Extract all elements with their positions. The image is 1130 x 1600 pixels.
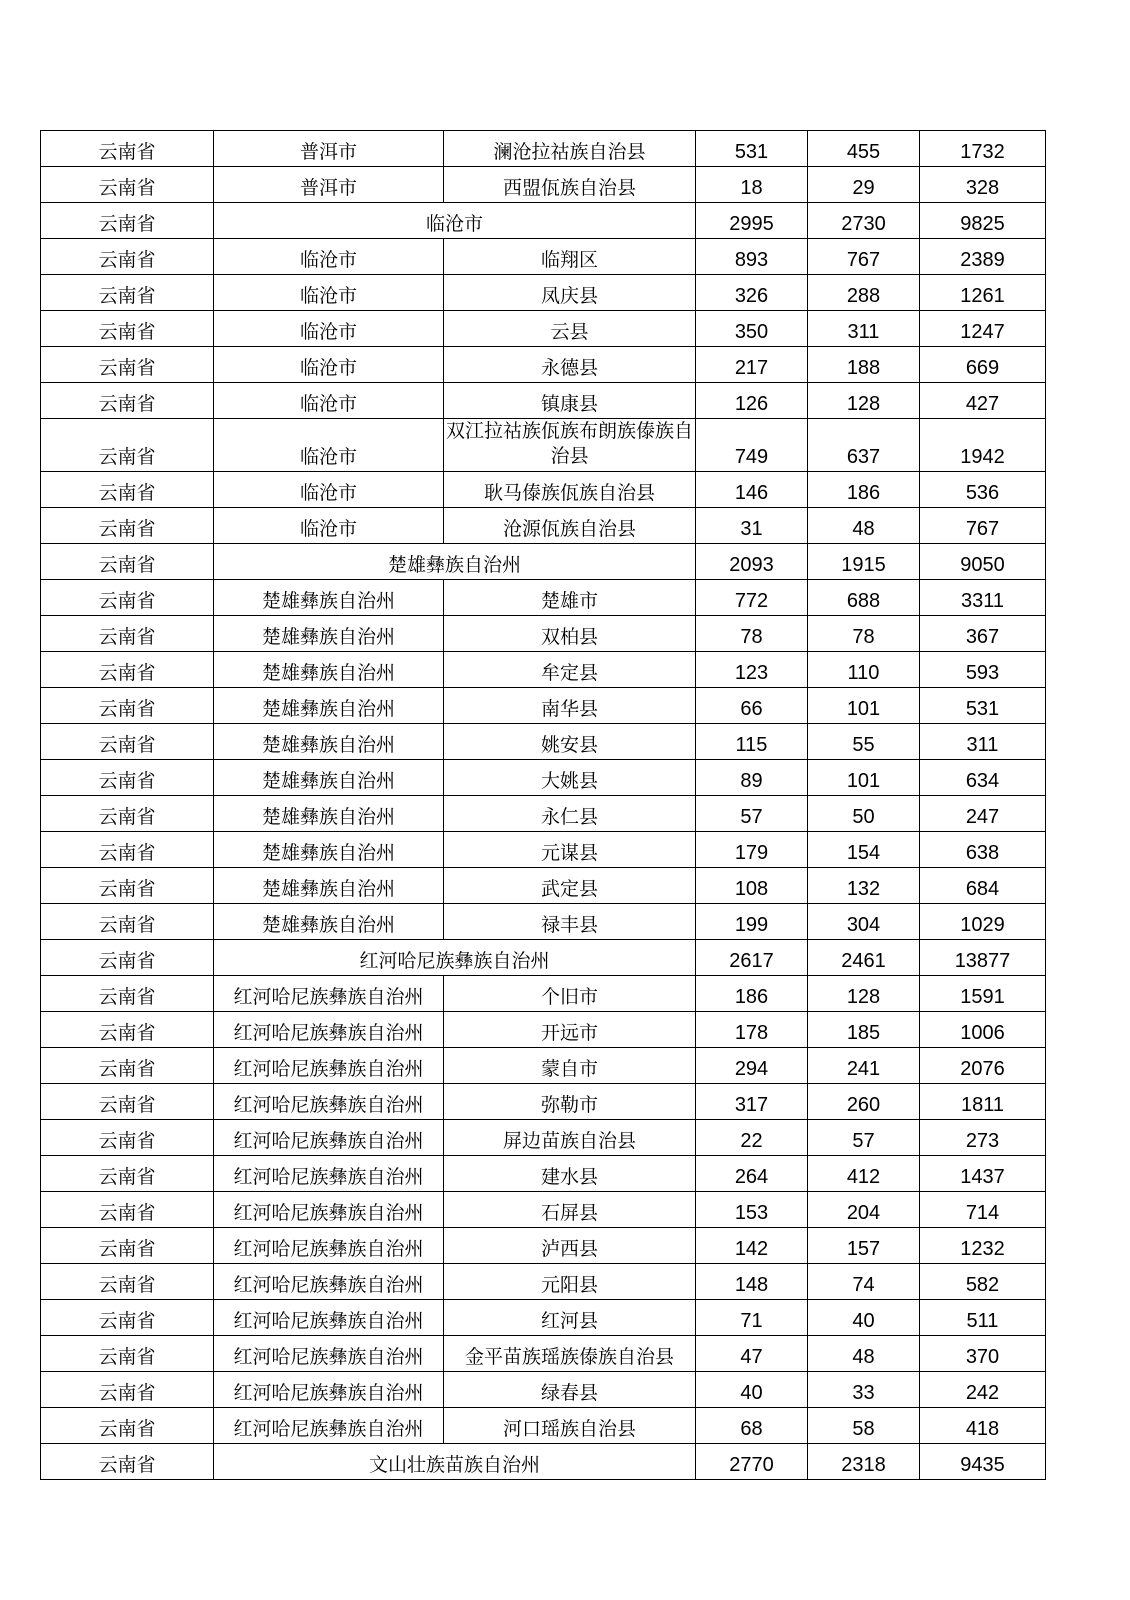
city-cell: 楚雄彝族自治州 [214,760,444,796]
value-cell-3: 311 [920,724,1046,760]
value-cell-1: 71 [696,1300,808,1336]
county-cell: 武定县 [444,868,696,904]
county-cell: 蒙自市 [444,1048,696,1084]
table-row [41,203,1046,239]
value-cell-3: 714 [920,1192,1046,1228]
value-cell-1: 108 [696,868,808,904]
city-total-cell: 临沧市 [214,203,696,239]
table-row [41,904,1046,940]
table-row [41,976,1046,1012]
value-cell-1: 142 [696,1228,808,1264]
value-cell-2: 58 [808,1408,920,1444]
county-cell: 凤庆县 [444,275,696,311]
province-cell: 云南省 [41,616,214,652]
value-cell-3: 328 [920,167,1046,203]
city-cell: 楚雄彝族自治州 [214,832,444,868]
value-cell-2: 40 [808,1300,920,1336]
value-cell-1: 264 [696,1156,808,1192]
county-cell: 澜沧拉祜族自治县 [444,131,696,167]
value-cell-1: 893 [696,239,808,275]
value-cell-1: 772 [696,580,808,616]
county-cell: 耿马傣族佤族自治县 [444,472,696,508]
county-cell: 大姚县 [444,760,696,796]
city-cell: 红河哈尼族彝族自治州 [214,1156,444,1192]
value-cell-1: 2995 [696,203,808,239]
city-cell: 红河哈尼族彝族自治州 [214,1192,444,1228]
city-cell: 红河哈尼族彝族自治州 [214,1408,444,1444]
city-cell: 楚雄彝族自治州 [214,796,444,832]
value-cell-3: 684 [920,868,1046,904]
value-cell-1: 126 [696,383,808,419]
province-cell: 云南省 [41,940,214,976]
province-cell: 云南省 [41,1084,214,1120]
value-cell-1: 153 [696,1192,808,1228]
table-row [41,616,1046,652]
province-cell: 云南省 [41,1300,214,1336]
value-cell-3: 767 [920,508,1046,544]
value-cell-2: 48 [808,1336,920,1372]
table-row [41,1444,1046,1480]
value-cell-2: 78 [808,616,920,652]
county-cell: 西盟佤族自治县 [444,167,696,203]
city-cell: 红河哈尼族彝族自治州 [214,1336,444,1372]
county-cell: 姚安县 [444,724,696,760]
value-cell-2: 29 [808,167,920,203]
value-cell-1: 294 [696,1048,808,1084]
value-cell-2: 2730 [808,203,920,239]
province-cell: 云南省 [41,239,214,275]
city-total-cell: 楚雄彝族自治州 [214,544,696,580]
value-cell-1: 326 [696,275,808,311]
table-row [41,311,1046,347]
value-cell-3: 511 [920,1300,1046,1336]
city-cell: 红河哈尼族彝族自治州 [214,1048,444,1084]
value-cell-1: 148 [696,1264,808,1300]
value-cell-1: 186 [696,976,808,1012]
value-cell-1: 68 [696,1408,808,1444]
province-cell: 云南省 [41,419,214,472]
city-cell: 普洱市 [214,131,444,167]
value-cell-3: 1247 [920,311,1046,347]
table-row [41,275,1046,311]
province-cell: 云南省 [41,203,214,239]
city-total-cell: 红河哈尼族彝族自治州 [214,940,696,976]
value-cell-3: 1942 [920,419,1046,472]
city-cell: 楚雄彝族自治州 [214,904,444,940]
value-cell-2: 154 [808,832,920,868]
county-cell: 禄丰县 [444,904,696,940]
city-cell: 楚雄彝族自治州 [214,868,444,904]
value-cell-2: 2461 [808,940,920,976]
table-row [41,419,1046,472]
table-row [41,1336,1046,1372]
province-cell: 云南省 [41,1192,214,1228]
city-cell: 楚雄彝族自治州 [214,688,444,724]
city-cell: 普洱市 [214,167,444,203]
table-row [41,167,1046,203]
value-cell-1: 2617 [696,940,808,976]
county-cell: 镇康县 [444,383,696,419]
table-row [41,652,1046,688]
county-cell: 石屏县 [444,1192,696,1228]
value-cell-2: 241 [808,1048,920,1084]
table-row [41,724,1046,760]
province-cell: 云南省 [41,131,214,167]
province-cell: 云南省 [41,580,214,616]
county-cell: 牟定县 [444,652,696,688]
province-cell: 云南省 [41,1228,214,1264]
city-cell: 红河哈尼族彝族自治州 [214,1300,444,1336]
county-cell: 泸西县 [444,1228,696,1264]
value-cell-1: 78 [696,616,808,652]
value-cell-2: 188 [808,347,920,383]
province-cell: 云南省 [41,383,214,419]
value-cell-3: 370 [920,1336,1046,1372]
value-cell-1: 89 [696,760,808,796]
value-cell-3: 273 [920,1120,1046,1156]
county-cell: 金平苗族瑶族傣族自治县 [444,1336,696,1372]
value-cell-1: 123 [696,652,808,688]
table-row [41,1084,1046,1120]
value-cell-3: 9435 [920,1444,1046,1480]
value-cell-3: 367 [920,616,1046,652]
province-cell: 云南省 [41,544,214,580]
county-cell: 双江拉祜族佤族布朗族傣族自治县 [444,419,696,472]
table-row [41,1192,1046,1228]
province-cell: 云南省 [41,275,214,311]
province-cell: 云南省 [41,760,214,796]
table-row [41,688,1046,724]
province-cell: 云南省 [41,508,214,544]
value-cell-3: 1232 [920,1228,1046,1264]
county-cell: 沧源佤族自治县 [444,508,696,544]
city-cell: 红河哈尼族彝族自治州 [214,976,444,1012]
value-cell-1: 317 [696,1084,808,1120]
city-cell: 临沧市 [214,472,444,508]
table-row [41,544,1046,580]
value-cell-2: 311 [808,311,920,347]
county-cell: 红河县 [444,1300,696,1336]
value-cell-2: 1915 [808,544,920,580]
value-cell-1: 531 [696,131,808,167]
province-cell: 云南省 [41,1012,214,1048]
county-cell: 个旧市 [444,976,696,1012]
city-cell: 临沧市 [214,275,444,311]
table-row [41,868,1046,904]
city-cell: 临沧市 [214,508,444,544]
city-cell: 临沧市 [214,239,444,275]
value-cell-3: 427 [920,383,1046,419]
table-row [41,383,1046,419]
value-cell-2: 128 [808,383,920,419]
province-cell: 云南省 [41,796,214,832]
value-cell-2: 260 [808,1084,920,1120]
value-cell-3: 247 [920,796,1046,832]
value-cell-1: 146 [696,472,808,508]
table-row [41,1300,1046,1336]
city-cell: 红河哈尼族彝族自治州 [214,1228,444,1264]
province-cell: 云南省 [41,688,214,724]
value-cell-2: 57 [808,1120,920,1156]
value-cell-2: 767 [808,239,920,275]
table-row [41,131,1046,167]
value-cell-2: 55 [808,724,920,760]
value-cell-2: 204 [808,1192,920,1228]
county-cell: 屏边苗族自治县 [444,1120,696,1156]
value-cell-1: 179 [696,832,808,868]
table-row [41,1228,1046,1264]
province-cell: 云南省 [41,832,214,868]
value-cell-1: 199 [696,904,808,940]
value-cell-1: 350 [696,311,808,347]
value-cell-3: 1006 [920,1012,1046,1048]
value-cell-1: 66 [696,688,808,724]
value-cell-2: 637 [808,419,920,472]
table-row [41,1372,1046,1408]
value-cell-3: 582 [920,1264,1046,1300]
city-cell: 楚雄彝族自治州 [214,652,444,688]
table-row [41,940,1046,976]
county-cell: 河口瑶族自治县 [444,1408,696,1444]
city-cell: 红河哈尼族彝族自治州 [214,1012,444,1048]
table-body [41,131,1046,1480]
value-cell-2: 688 [808,580,920,616]
value-cell-3: 1437 [920,1156,1046,1192]
value-cell-1: 115 [696,724,808,760]
value-cell-3: 2076 [920,1048,1046,1084]
table-row [41,1408,1046,1444]
county-cell: 元阳县 [444,1264,696,1300]
value-cell-2: 288 [808,275,920,311]
value-cell-2: 101 [808,688,920,724]
table-row [41,1156,1046,1192]
city-cell: 临沧市 [214,347,444,383]
county-cell: 临翔区 [444,239,696,275]
province-cell: 云南省 [41,868,214,904]
province-cell: 云南省 [41,1372,214,1408]
value-cell-3: 1811 [920,1084,1046,1120]
table-row [41,796,1046,832]
value-cell-2: 157 [808,1228,920,1264]
table-row [41,1264,1046,1300]
county-cell: 建水县 [444,1156,696,1192]
value-cell-1: 40 [696,1372,808,1408]
value-cell-3: 9825 [920,203,1046,239]
value-cell-3: 3311 [920,580,1046,616]
province-cell: 云南省 [41,311,214,347]
value-cell-3: 418 [920,1408,1046,1444]
value-cell-2: 132 [808,868,920,904]
value-cell-2: 304 [808,904,920,940]
province-cell: 云南省 [41,1408,214,1444]
value-cell-1: 31 [696,508,808,544]
county-cell: 永德县 [444,347,696,383]
value-cell-3: 531 [920,688,1046,724]
table-row [41,347,1046,383]
county-cell: 楚雄市 [444,580,696,616]
province-cell: 云南省 [41,1444,214,1480]
value-cell-3: 1261 [920,275,1046,311]
value-cell-2: 2318 [808,1444,920,1480]
province-cell: 云南省 [41,724,214,760]
province-cell: 云南省 [41,167,214,203]
province-cell: 云南省 [41,1156,214,1192]
value-cell-2: 101 [808,760,920,796]
table-row [41,472,1046,508]
city-cell: 临沧市 [214,383,444,419]
value-cell-3: 2389 [920,239,1046,275]
value-cell-3: 638 [920,832,1046,868]
value-cell-2: 185 [808,1012,920,1048]
value-cell-1: 18 [696,167,808,203]
value-cell-3: 1029 [920,904,1046,940]
province-cell: 云南省 [41,652,214,688]
county-cell: 云县 [444,311,696,347]
value-cell-1: 749 [696,419,808,472]
value-cell-2: 186 [808,472,920,508]
value-cell-1: 178 [696,1012,808,1048]
value-cell-2: 33 [808,1372,920,1408]
value-cell-3: 242 [920,1372,1046,1408]
value-cell-3: 536 [920,472,1046,508]
province-cell: 云南省 [41,1120,214,1156]
province-cell: 云南省 [41,1048,214,1084]
value-cell-1: 217 [696,347,808,383]
city-cell: 楚雄彝族自治州 [214,616,444,652]
table-row [41,239,1046,275]
county-cell: 开远市 [444,1012,696,1048]
value-cell-3: 13877 [920,940,1046,976]
county-cell: 绿春县 [444,1372,696,1408]
value-cell-2: 110 [808,652,920,688]
table-row [41,508,1046,544]
province-cell: 云南省 [41,904,214,940]
value-cell-2: 455 [808,131,920,167]
value-cell-3: 593 [920,652,1046,688]
value-cell-1: 57 [696,796,808,832]
county-cell: 双柏县 [444,616,696,652]
city-cell: 楚雄彝族自治州 [214,580,444,616]
city-cell: 红河哈尼族彝族自治州 [214,1084,444,1120]
province-cell: 云南省 [41,472,214,508]
city-cell: 红河哈尼族彝族自治州 [214,1120,444,1156]
table-row [41,1012,1046,1048]
county-cell: 永仁县 [444,796,696,832]
city-cell: 红河哈尼族彝族自治州 [214,1264,444,1300]
province-cell: 云南省 [41,1264,214,1300]
province-cell: 云南省 [41,976,214,1012]
value-cell-3: 1591 [920,976,1046,1012]
value-cell-3: 634 [920,760,1046,796]
value-cell-2: 50 [808,796,920,832]
value-cell-1: 47 [696,1336,808,1372]
city-cell: 楚雄彝族自治州 [214,724,444,760]
city-total-cell: 文山壮族苗族自治州 [214,1444,696,1480]
county-cell: 南华县 [444,688,696,724]
value-cell-2: 74 [808,1264,920,1300]
county-cell: 弥勒市 [444,1084,696,1120]
province-cell: 云南省 [41,1336,214,1372]
data-table [40,130,1046,1480]
city-cell: 红河哈尼族彝族自治州 [214,1372,444,1408]
city-cell: 临沧市 [214,311,444,347]
table-row [41,832,1046,868]
table-row [41,580,1046,616]
table-row [41,760,1046,796]
value-cell-3: 9050 [920,544,1046,580]
value-cell-3: 1732 [920,131,1046,167]
value-cell-1: 2770 [696,1444,808,1480]
county-cell: 元谋县 [444,832,696,868]
value-cell-2: 128 [808,976,920,1012]
value-cell-1: 2093 [696,544,808,580]
value-cell-2: 48 [808,508,920,544]
value-cell-1: 22 [696,1120,808,1156]
table-row [41,1048,1046,1084]
table-row [41,1120,1046,1156]
province-cell: 云南省 [41,347,214,383]
value-cell-3: 669 [920,347,1046,383]
city-cell: 临沧市 [214,419,444,472]
value-cell-2: 412 [808,1156,920,1192]
